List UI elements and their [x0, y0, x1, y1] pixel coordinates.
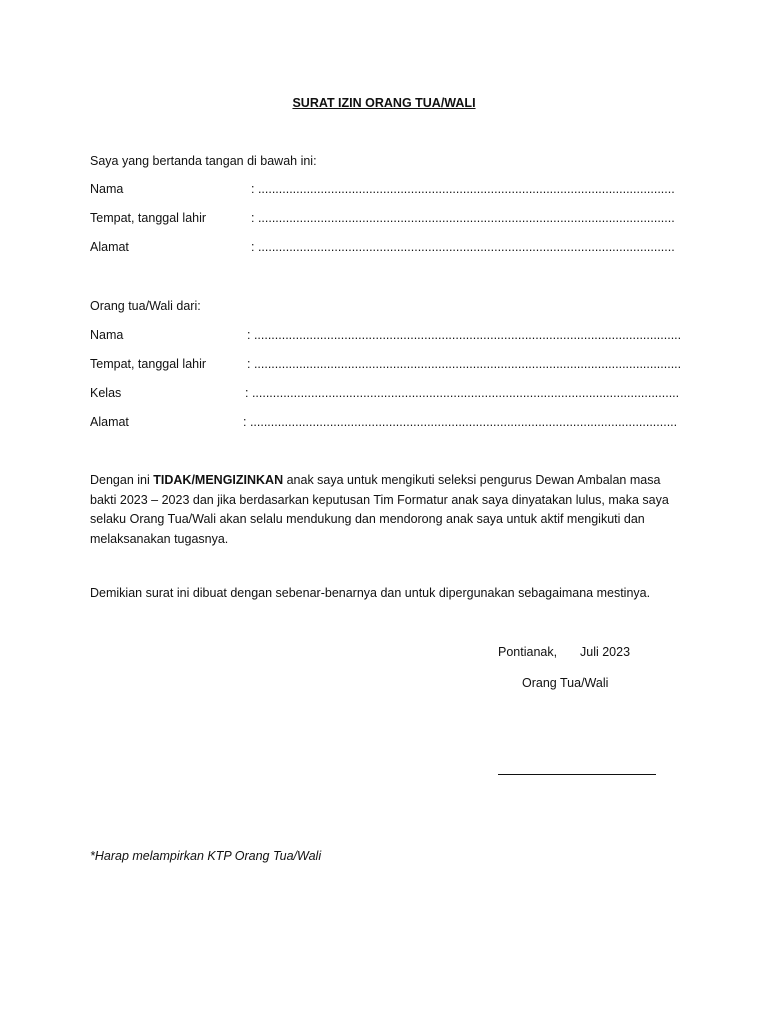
field-label-alamat: Alamat [90, 240, 129, 254]
paragraph-part-1: Dengan ini [90, 473, 154, 487]
footnote: *Harap melampirkan KTP Orang Tua/Wali [90, 849, 322, 863]
paragraph-emphasis: TIDAK/MENGIZINKAN [153, 473, 284, 487]
closing-text: Demikian surat ini dibuat dengan sebenar-benarnya dan untuk dipergunakan sebagaimana mestinya. [90, 586, 651, 600]
field-value-kelas: : ........................................................................................................................... [245, 386, 680, 400]
field-value-alamat-anak: : ........................................................................................................................... [243, 415, 678, 429]
field-value-ttl-anak: : ........................................................................................................................... [247, 357, 682, 371]
field-value-ttl: : ........................................................................................................................ [251, 211, 675, 225]
paragraph-part-2: anak saya untuk mengikuti seleksi pengurus Dewan Ambalan masa bakti 2023 – 2023 dan jika berdasarkan keputusan Tim Formatur anak saya dinyatakan lulus, maka saya selaku Orang Tua/Wali akan selalu mendukung dan mendorong anak saya untuk aktif mengikuti dan melaksanakan tugasnya. [90, 473, 669, 546]
field-label-ttl-anak: Tempat, tanggal lahir [90, 357, 207, 371]
signature-place: Pontianak, [498, 645, 558, 659]
intro-text: Saya yang bertanda tangan di bawah ini: [90, 154, 317, 168]
field-label-alamat-anak: Alamat [90, 415, 129, 429]
field-value-alamat: : ........................................................................................................................ [251, 240, 675, 254]
signature-role: Orang Tua/Wali [522, 676, 609, 690]
field-value-nama-anak: : ........................................................................................................................... [247, 328, 682, 342]
permission-paragraph [90, 471, 690, 549]
signature-date: Juli 2023 [580, 645, 631, 659]
field-label-ttl: Tempat, tanggal lahir [90, 211, 207, 225]
section2-heading: Orang tua/Wali dari: [90, 299, 201, 313]
field-value-nama: : ........................................................................................................................ [251, 182, 675, 196]
field-label-nama-anak: Nama [90, 328, 124, 342]
signature-line [498, 774, 656, 775]
field-label-nama: Nama [90, 182, 124, 196]
document-title: SURAT IZIN ORANG TUA/WALI [292, 96, 476, 110]
field-label-kelas: Kelas [90, 386, 122, 400]
